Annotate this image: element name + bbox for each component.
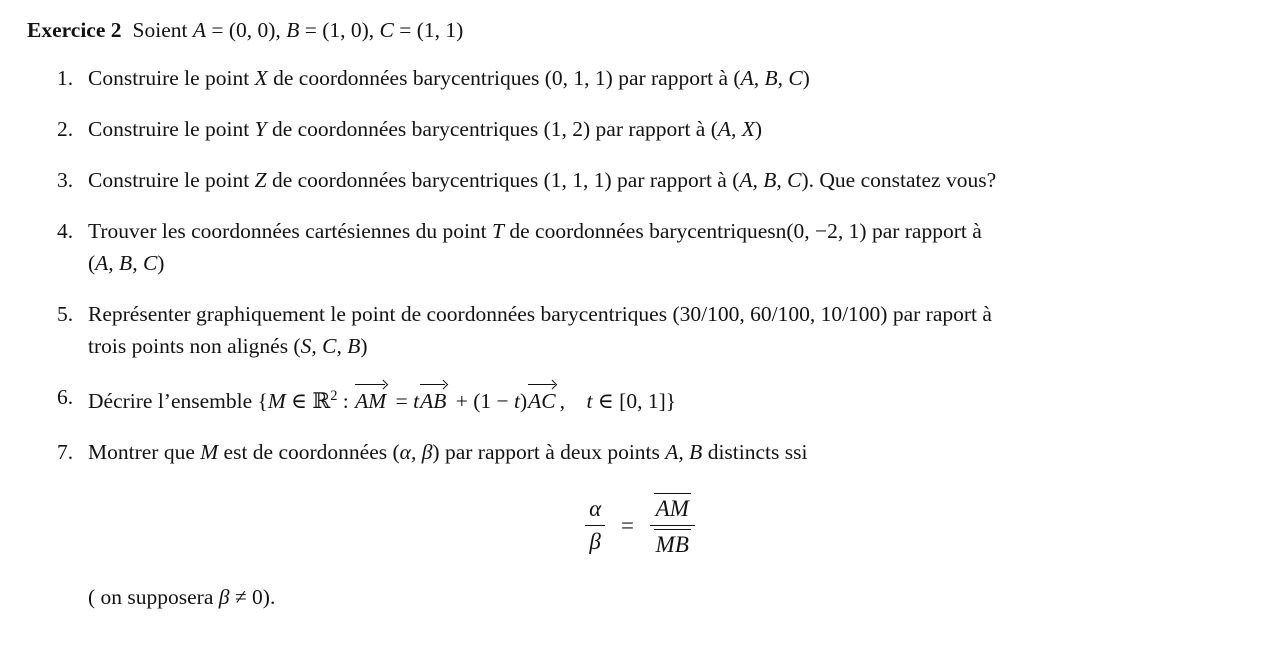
exercise-header: [27, 14, 1205, 46]
equals-sign: =: [620, 512, 634, 538]
item-text: Trouver les coordonnées cartésiennes du point T de coordonnées barycentriquesn(0, −2, 1) par rapport à (A, B, C): [88, 219, 982, 275]
exercise-item-3: [57, 164, 1205, 196]
fraction-numerator-am: [650, 493, 695, 525]
item-text: Construire le point X de coordonnées barycentriques (0, 1, 1) par rapport à (A, B, C): [88, 66, 810, 90]
item-number: 5.: [57, 302, 74, 326]
vector-arrow-icon: [355, 384, 385, 385]
item-text: Montrer que M est de coordonnées (α, β) par rapport à deux points A, B distincts ssi: [88, 440, 808, 464]
exercise-item-6: [57, 381, 1205, 417]
exercise-label: Exercice 2: [27, 18, 122, 42]
exercise-item-7: [57, 436, 1205, 468]
vector-ac: AC: [527, 381, 559, 413]
vector-ab: AB: [419, 381, 450, 413]
fraction-numerator-alpha: α: [589, 496, 602, 521]
exercise-item-5: [57, 298, 1205, 362]
exercise-list: [27, 62, 1205, 468]
item-number: 2.: [57, 117, 74, 141]
displayed-equation: [27, 493, 1205, 558]
item-text: Construire le point Y de coordonnées barycentriques (1, 2) par rapport à (A, X): [88, 117, 763, 141]
item-number: 4.: [57, 219, 74, 243]
item-text: Représenter graphiquement le point de coordonnées barycentriques (30/100, 60/100, 10/100) par raport à trois points non alignés (S, C, B): [88, 302, 992, 358]
item-text: Construire le point Z de coordonnées barycentriques (1, 1, 1) par rapport à (A, B, C). Que constatez vous?: [88, 168, 997, 192]
vector-arrow-icon: [528, 384, 554, 385]
item-number: 7.: [57, 440, 74, 464]
exercise-item-2: [57, 113, 1205, 145]
fraction-denominator-beta: β: [585, 525, 604, 555]
assumption-note: ( on supposera β ≠ 0).: [88, 585, 276, 609]
exercise-item-1: [57, 62, 1205, 94]
vector-arrow-icon: [420, 384, 445, 385]
overline-am: AM: [654, 493, 691, 521]
item-number: 1.: [57, 66, 74, 90]
fraction-am-mb: [650, 493, 695, 558]
item-text: Décrire l’ensemble {M ∈ ℝ$^2$ : AM = t AB + (1 − t) AC , t ∈ [0, 1]}: [88, 381, 1205, 417]
exercise-item-4: [57, 215, 1205, 279]
fraction-denominator-mb: [650, 525, 695, 558]
fraction-alpha-beta: [585, 496, 605, 555]
item-number: 6.: [57, 385, 74, 409]
item-number: 3.: [57, 168, 74, 192]
overline-mb: MB: [654, 529, 691, 557]
exercise-intro: Soient A = (0, 0), B = (1, 0), C = (1, 1): [132, 18, 464, 42]
vector-am: AM: [354, 381, 390, 413]
